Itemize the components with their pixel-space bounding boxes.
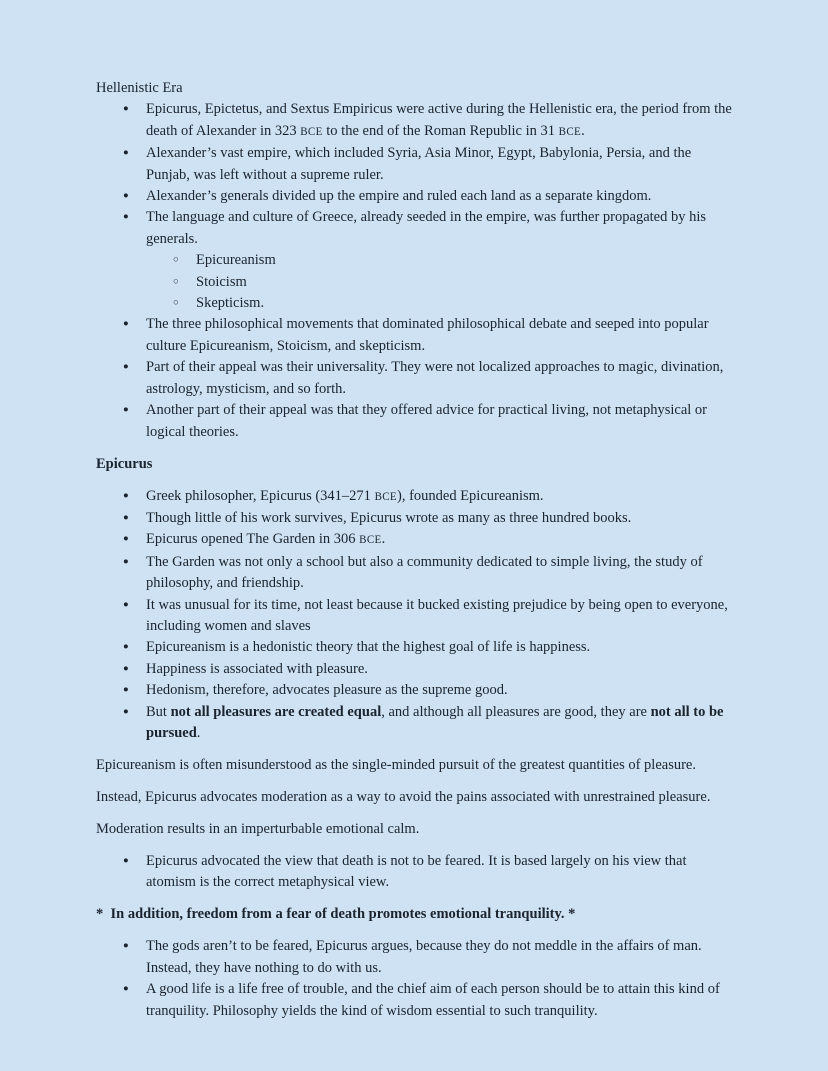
text-segment: The gods aren’t to be feared, Epicurus argues, because they do not meddle in the affairs of man. Instead, they have nothing to do with us.	[146, 938, 706, 976]
bullet-item	[96, 680, 736, 701]
paragraph-tranquility-note	[96, 904, 736, 925]
text-segment: , and although all pleasures are good, they are	[381, 703, 651, 720]
sub-bullet-item	[96, 272, 736, 293]
bullet-item	[96, 936, 736, 979]
text-segment: Hedonism, therefore, advocates pleasure as the supreme good.	[146, 682, 508, 699]
text-segment: Another part of their appeal was that they offered advice for practical living, not metaphysical or logical theories.	[146, 402, 711, 440]
text-segment: Epicurus, Epictetus, and Sextus Empiricus were active during the Hellenistic era, the period from the death of Alexander in 323	[146, 101, 736, 139]
text-segment: But	[146, 703, 171, 720]
text-segment: Part of their appeal was their universality. They were not localized approaches to magic, divination, astrology, mysticism, and so forth.	[146, 359, 728, 397]
bullet-item	[96, 702, 736, 745]
text-segment: A good life is a life free of trouble, and the chief aim of each person should be to attain this kind of tranquility. Philosophy yields the kind of wisdom essential to such tranquility.	[146, 981, 724, 1019]
era-abbreviation: BCE	[558, 125, 582, 138]
text-segment: ), founded Epicureanism.	[396, 487, 544, 504]
section-title-epicurus	[96, 454, 736, 475]
text-segment: Epicurus	[96, 455, 153, 472]
death-list	[96, 851, 736, 894]
era-abbreviation: BCE	[300, 125, 323, 138]
bullet-item	[96, 659, 736, 680]
bullet-item	[96, 99, 736, 143]
text-segment: The Garden was not only a school but also a community dedicated to simple living, the study of philosophy, and friendship.	[146, 553, 707, 592]
hellenistic-era-list	[96, 99, 736, 443]
bullet-item	[96, 314, 736, 357]
text-segment: Greek philosopher, Epicurus (341–271	[146, 487, 375, 504]
bullet-item	[96, 143, 736, 186]
text-segment: Epicureanism is often misunderstood as the single-minded pursuit of the greatest quantities of pleasure.	[96, 756, 696, 773]
bullet-item	[96, 508, 736, 529]
text-segment: Epicurus advocated the view that death is not to be feared. It is based largely on his view that atomism is the correct metaphysical view.	[146, 852, 691, 891]
bullet-item	[96, 637, 736, 658]
epicurus-list	[96, 486, 736, 745]
text-segment: The language and culture of Greece, already seeded in the empire, was further propagated by his generals.	[146, 209, 710, 247]
text-segment: Happiness is associated with pleasure.	[146, 660, 368, 677]
bullet-item	[96, 486, 736, 508]
paragraph-calm	[96, 819, 736, 840]
text-segment: Alexander’s generals divided up the empire and ruled each land as a separate kingdom.	[146, 188, 652, 205]
text-segment: It was unusual for its time, not least because it bucked existing prejudice by being open to everyone, including women and slaves	[146, 596, 732, 634]
text-segment: Though little of his work survives, Epicurus wrote as many as three hundred books.	[146, 509, 632, 526]
bullet-item	[96, 207, 736, 250]
text-segment: Instead, Epicurus advocates moderation as a way to avoid the pains associated with unrestrained pleasure.	[96, 788, 711, 805]
text-segment: to the end of the Roman Republic in 31	[322, 122, 559, 139]
text-segment: Alexander’s vast empire, which included Syria, Asia Minor, Egypt, Babylonia, Persia, and the Punjab, was left without a supreme ruler.	[146, 145, 695, 183]
text-segment: The three philosophical movements that dominated philosophical debate and seeped into popular culture Epicureanism, Stoicism, and skepticism.	[146, 316, 713, 354]
text-segment: Stoicism	[196, 273, 247, 290]
bullet-item	[96, 851, 736, 894]
sub-bullet-item	[96, 250, 736, 271]
text-segment: .	[196, 724, 201, 741]
text-segment: Hellenistic Era	[96, 80, 183, 96]
bullet-item	[96, 529, 736, 551]
sub-bullet-item	[96, 293, 736, 314]
bullet-item	[96, 552, 736, 595]
text-segment: * In addition, freedom from a fear of death promotes emotional tranquility. *	[96, 906, 576, 923]
text-segment: Epicurus opened The Garden in 306	[146, 531, 360, 548]
section-title-hellenistic-era	[96, 78, 736, 99]
text-segment: Epicureanism	[196, 252, 276, 269]
text-segment: Moderation results in an imperturbable emotional calm.	[96, 820, 420, 837]
era-abbreviation: BCE	[374, 490, 397, 503]
gods-list	[96, 936, 736, 1022]
paragraph-misunderstood	[96, 755, 736, 776]
text-segment: not all to be pursued	[146, 703, 728, 741]
text-segment: .	[581, 122, 585, 139]
text-segment: Skepticism.	[196, 295, 265, 312]
paragraph-moderation	[96, 787, 736, 808]
document-content	[96, 78, 736, 1033]
text-segment: .	[381, 531, 386, 548]
bullet-item	[96, 186, 736, 207]
bullet-item	[96, 400, 736, 443]
text-segment: not all pleasures are created equal	[170, 703, 382, 720]
bullet-item	[96, 357, 736, 400]
text-segment: Epicureanism is a hedonistic theory that the highest goal of life is happiness.	[146, 639, 591, 656]
bullet-item	[96, 979, 736, 1022]
bullet-item	[96, 595, 736, 638]
era-abbreviation: BCE	[359, 534, 382, 547]
